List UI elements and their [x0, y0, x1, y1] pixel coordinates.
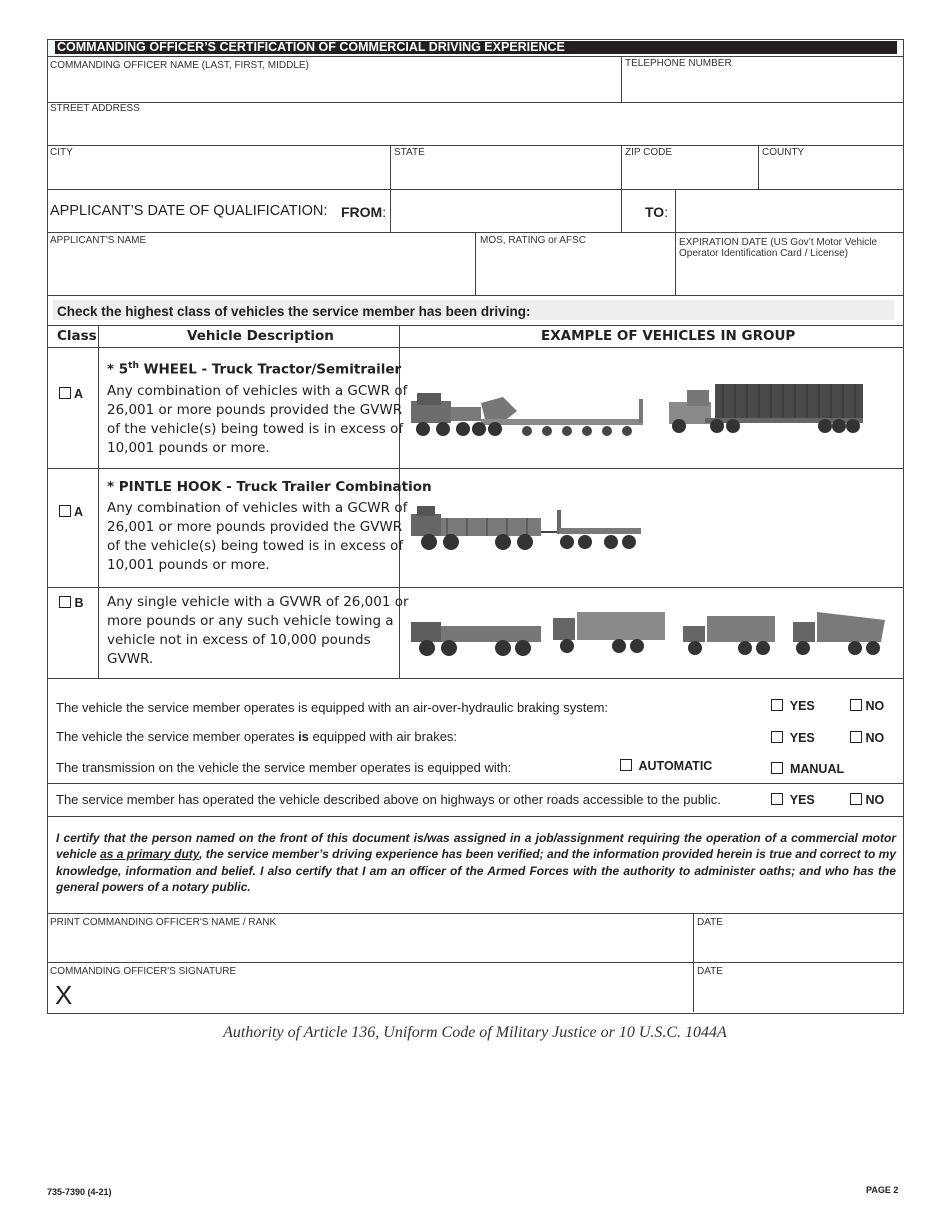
- qualification-label: APPLICANT’S DATE OF QUALIFICATION:: [50, 203, 328, 219]
- q1-yes-checkbox[interactable]: YES: [771, 699, 815, 713]
- q4-yes-checkbox[interactable]: YES: [771, 793, 815, 807]
- zip-input[interactable]: [625, 160, 755, 186]
- class-a-pintle-hook-checkbox[interactable]: A: [59, 505, 83, 519]
- city-label: CITY: [50, 147, 73, 158]
- truck-trailer-combination-image: [407, 500, 647, 552]
- state-input[interactable]: [394, 160, 618, 186]
- authority-statement: Authority of Article 136, Uniform Code of Military Justice or 10 U.S.C. 1044A: [223, 1024, 727, 1041]
- co-name-label: COMMANDING OFFICER NAME (LAST, FIRST, MIDDLE): [50, 60, 309, 71]
- applicant-name-label: APPLICANT’S NAME: [50, 235, 147, 246]
- expiration-label: EXPIRATION DATE (US Gov’t Motor Vehicle Operator Identification Card / License): [679, 237, 878, 259]
- column-examples: EXAMPLE OF VEHICLES IN GROUP: [541, 328, 796, 344]
- mos-input[interactable]: [480, 250, 671, 292]
- telephone-label: TELEPHONE NUMBER: [625, 58, 732, 69]
- signature-date-label: DATE: [697, 966, 723, 977]
- question-highways: The service member has operated the vehicle described above on highways or other roads accessible to the public.: [56, 792, 721, 807]
- to-date-input[interactable]: [679, 194, 899, 228]
- applicant-name-input[interactable]: [50, 250, 471, 292]
- from-date-input[interactable]: [394, 194, 618, 228]
- expiration-input[interactable]: [679, 262, 899, 292]
- q4-no-checkbox[interactable]: NO: [850, 793, 884, 807]
- print-date-label: DATE: [697, 917, 723, 928]
- class-b-description: Any single vehicle with a GVWR of 26,001 or more pounds or any such vehicle towing a vehicle not in excess of 10,000 pounds GVWR.: [107, 594, 409, 667]
- class-prompt: Check the highest class of vehicles the service member has been driving:: [57, 304, 531, 319]
- mos-label: MOS, RATING or AFSC: [480, 235, 586, 246]
- container-semitrailer-image: [665, 380, 870, 438]
- class-a-fifth-wheel-checkbox[interactable]: A: [59, 387, 83, 401]
- question-air-brakes: The vehicle the service member operates is equipped with air brakes:: [56, 729, 458, 744]
- signature-date-input[interactable]: [697, 980, 899, 1009]
- single-vehicles-image: [407, 608, 887, 660]
- city-input[interactable]: [50, 160, 386, 186]
- signature-x-mark: X: [55, 980, 73, 1010]
- column-class: Class: [57, 328, 97, 344]
- from-label: FROM:: [341, 204, 387, 220]
- class-a-pintle-hook-description: * PINTLE HOOK - Truck Trailer Combination Any combination of vehicles with a GCWR of 26,001 or more pounds provided the GVWR of the vehicle(s) being towed is in excess of 10,001 pounds or more.: [107, 479, 432, 573]
- certification-statement: I certify that the person named on the front of this document is/was assigned in a job/assignment requiring the operation of a commercial motor vehicle as a primary duty, the service member’s driving experience has been verified; and the information provided herein is true and correct to my knowledge, information and belief. I also certify that I am an officer of the Armed Forces with the authority to administer oaths; and who has the general powers of a notary public.: [56, 831, 897, 894]
- form-title: COMMANDING OFFICER’S CERTIFICATION OF COMMERCIAL DRIVING EXPERIENCE: [55, 41, 897, 54]
- print-name-input[interactable]: [50, 932, 689, 959]
- telephone-input[interactable]: [625, 72, 899, 98]
- signature-label: COMMANDING OFFICER'S SIGNATURE: [50, 966, 237, 977]
- page-number: PAGE 2: [866, 1185, 899, 1195]
- street-input[interactable]: [50, 117, 899, 142]
- class-b-checkbox[interactable]: B: [59, 596, 84, 610]
- print-date-input[interactable]: [697, 932, 899, 959]
- question-air-over-hydraulic: The vehicle the service member operates is equipped with an air-over-hydraulic braking system:: [56, 700, 609, 715]
- street-label: STREET ADDRESS: [50, 103, 140, 114]
- q2-yes-checkbox[interactable]: YES: [771, 731, 815, 745]
- class-a-fifth-wheel-description: * 5th WHEEL - Truck Tractor/Semitrailer Any combination of vehicles with a GCWR of 26,001 or more pounds provided the GVWR of the vehicle(s) being towed is in excess of 10,001 pounds or more.: [107, 361, 408, 456]
- signature-field[interactable]: [80, 980, 689, 1009]
- co-name-input[interactable]: [50, 74, 618, 98]
- form-number: 735-7390 (4-21): [47, 1187, 112, 1197]
- manual-checkbox[interactable]: MANUAL: [771, 762, 844, 776]
- state-label: STATE: [394, 147, 425, 158]
- q1-no-checkbox[interactable]: NO: [850, 699, 884, 713]
- question-transmission: The transmission on the vehicle the service member operates is equipped with:: [56, 760, 512, 775]
- print-name-label: PRINT COMMANDING OFFICER'S NAME / RANK: [50, 917, 277, 928]
- column-description: Vehicle Description: [187, 328, 334, 344]
- q2-no-checkbox[interactable]: NO: [850, 731, 884, 745]
- county-input[interactable]: [762, 160, 899, 186]
- semitrailer-lowboy-image: [407, 385, 647, 440]
- automatic-checkbox[interactable]: AUTOMATIC: [620, 759, 712, 773]
- zip-label: ZIP CODE: [625, 147, 673, 158]
- to-label: TO:: [645, 204, 669, 220]
- county-label: COUNTY: [762, 147, 805, 158]
